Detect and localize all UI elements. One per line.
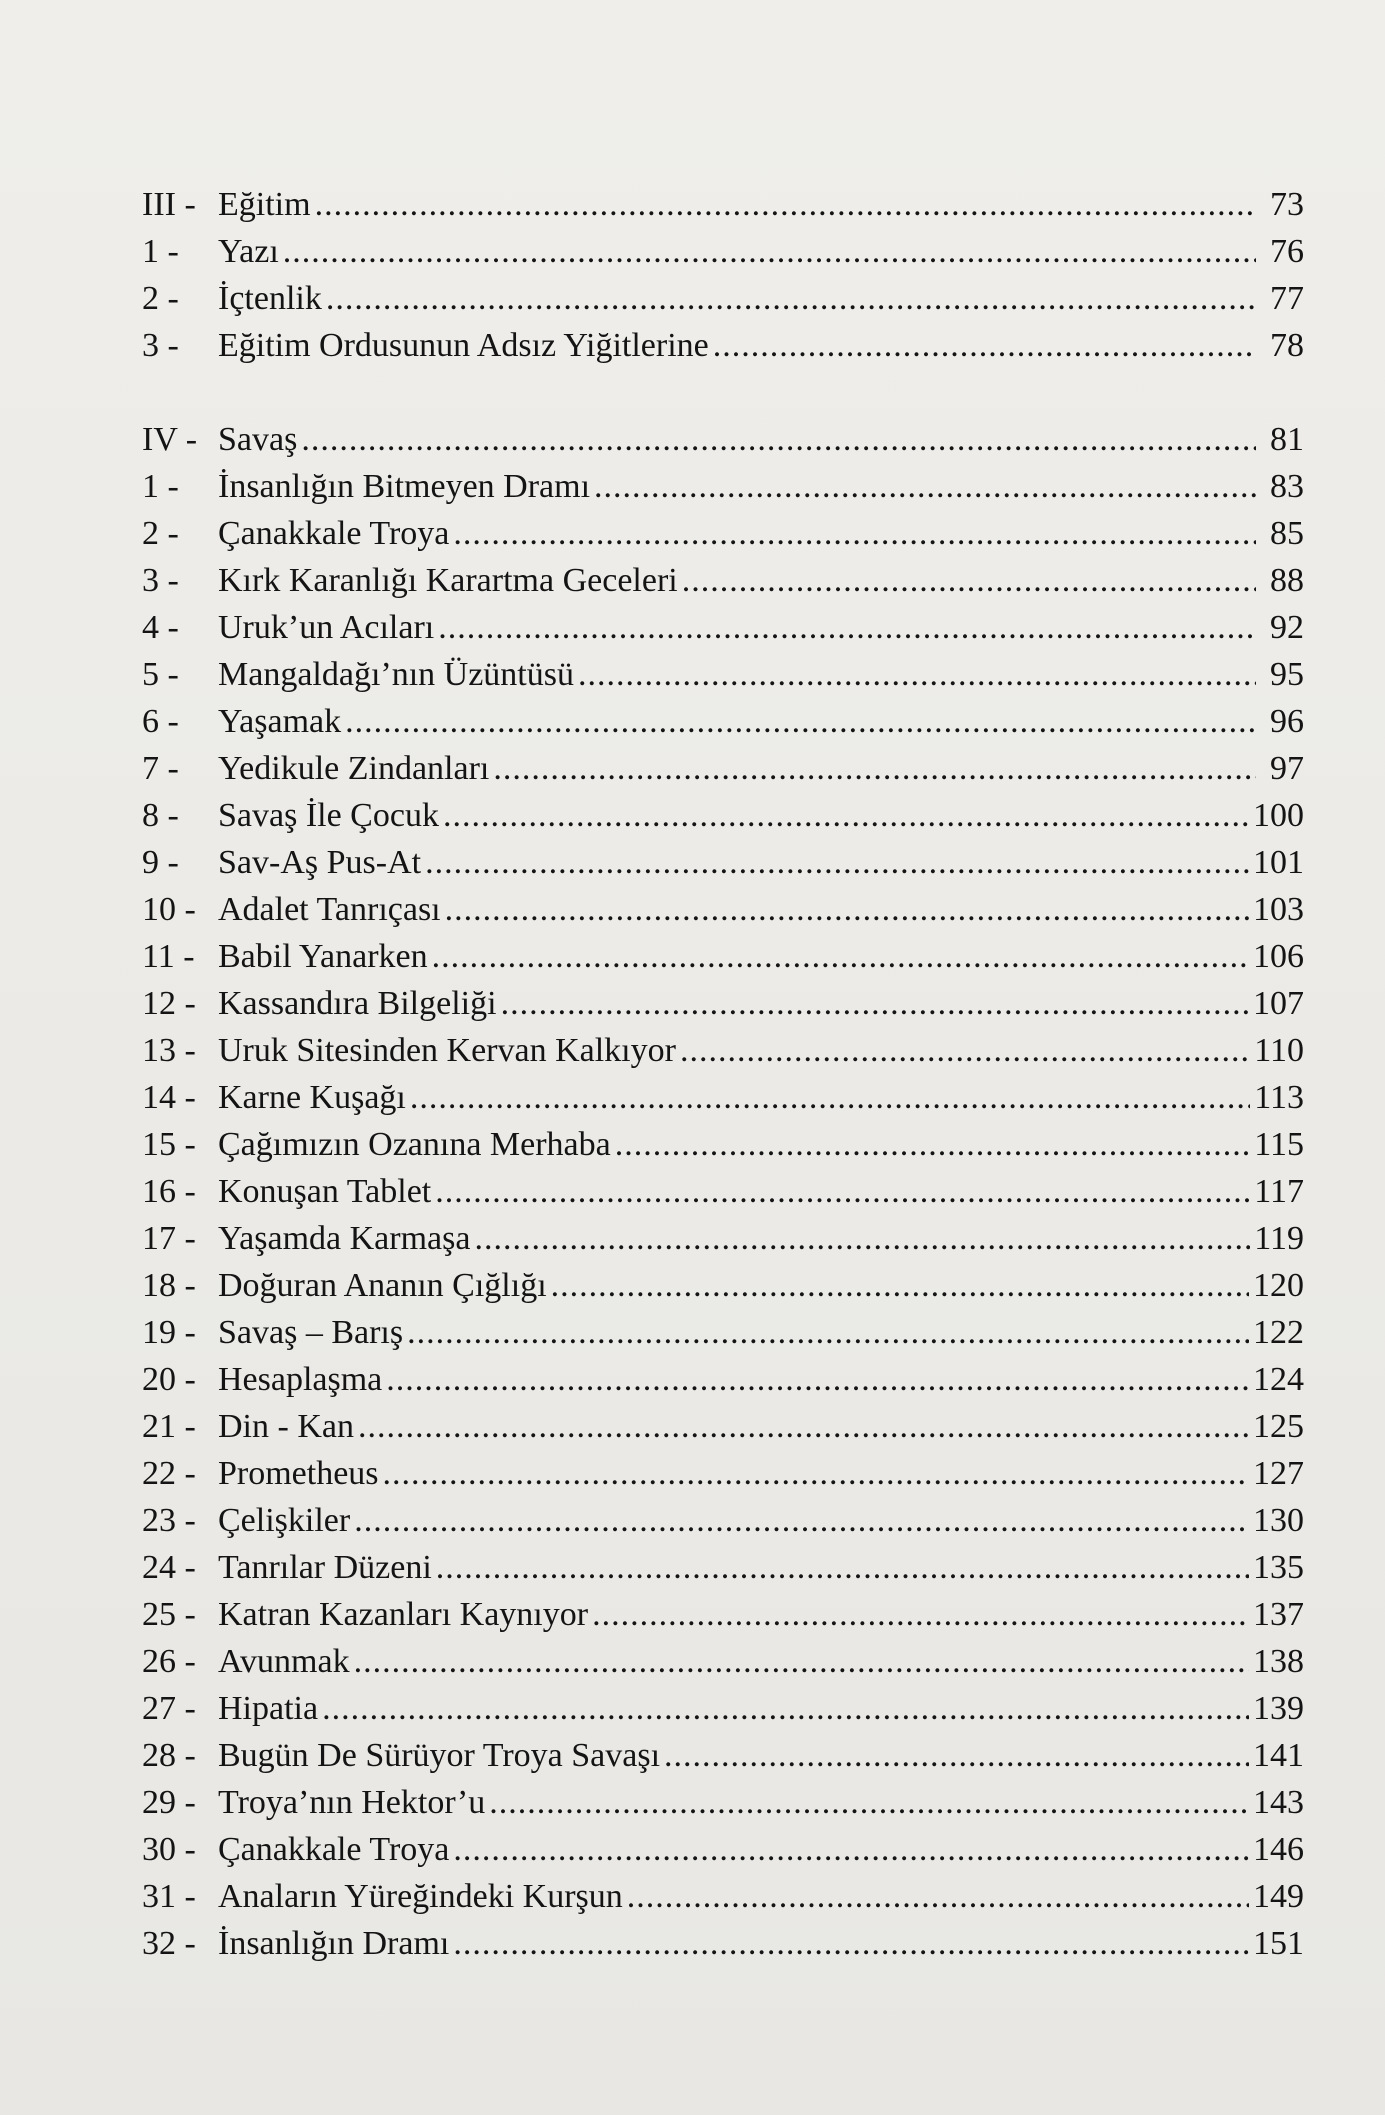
dot-leader: [345, 698, 1256, 745]
toc-entry-title: Yazı: [218, 233, 279, 270]
toc-entry: [142, 839, 1304, 886]
toc-entry-page-number: 110: [1254, 1032, 1304, 1069]
toc-entry: [142, 792, 1304, 839]
toc-entry-page-number: 76: [1270, 233, 1304, 270]
dot-leader: [453, 510, 1256, 557]
toc-entry-number: 3 -: [142, 562, 179, 599]
toc-entry-number: 21 -: [142, 1408, 196, 1445]
dot-leader: [627, 1873, 1249, 1920]
toc-entry-title: Bugün De Sürüyor Troya Savaşı: [218, 1737, 661, 1774]
toc-entry-title: Karne Kuşağı: [218, 1079, 406, 1116]
toc-entry-page-number: 115: [1254, 1126, 1304, 1163]
toc-entry-page-number: 92: [1270, 609, 1304, 646]
toc-entry-title: Yaşamda Karmaşa: [218, 1220, 471, 1257]
toc-entry-title: Avunmak: [218, 1643, 350, 1680]
toc-entry-title: Çanakkale Troya: [218, 1831, 450, 1868]
toc-entry-number: 12 -: [142, 985, 196, 1022]
toc-entry-title: Sav-Aş Pus-At: [218, 844, 422, 881]
toc-entry-title: Çelişkiler: [218, 1502, 351, 1539]
toc-entry-page-number: 125: [1253, 1408, 1304, 1445]
toc-entry: [142, 1638, 1304, 1685]
dot-leader: [432, 933, 1249, 980]
toc-entry: [142, 1450, 1304, 1497]
toc-entry-title: Kırk Karanlığı Karartma Geceleri: [218, 562, 678, 599]
toc-entry-title: İnsanlığın Bitmeyen Dramı: [218, 468, 591, 505]
toc-entry-page-number: 149: [1253, 1878, 1304, 1915]
dot-leader: [438, 604, 1256, 651]
toc-entry: [142, 1168, 1304, 1215]
toc-entry-page-number: 130: [1253, 1502, 1304, 1539]
toc-entry-page-number: 113: [1254, 1079, 1304, 1116]
toc-entry-number: 23 -: [142, 1502, 196, 1539]
toc-entry: [142, 1779, 1304, 1826]
toc-entry: [142, 698, 1304, 745]
toc-entry-page-number: 119: [1254, 1220, 1304, 1257]
toc-entry-page-number: 138: [1253, 1643, 1304, 1680]
toc-entry: [142, 1591, 1304, 1638]
toc-entry: [142, 1497, 1304, 1544]
toc-entry-page-number: 83: [1270, 468, 1304, 505]
toc-entry-number: 10 -: [142, 891, 196, 928]
toc-entry-number: 15 -: [142, 1126, 196, 1163]
dot-leader: [474, 1215, 1250, 1262]
toc-entry-title: Adalet Tanrıçası: [218, 891, 441, 928]
toc-entry-title: Din - Kan: [218, 1408, 354, 1445]
toc-entry-title: Savaş – Barış: [218, 1314, 404, 1351]
toc-entry-number: 9 -: [142, 844, 179, 881]
toc-entry: [142, 1732, 1304, 1779]
toc-entry: [142, 604, 1304, 651]
toc-entry: [142, 980, 1304, 1027]
dot-leader: [680, 1027, 1250, 1074]
toc-entry-title: İçtenlik: [218, 280, 322, 317]
toc-entry-number: 31 -: [142, 1878, 196, 1915]
toc-entry-page-number: 95: [1270, 656, 1304, 693]
toc-entry: [142, 1215, 1304, 1262]
toc-entry: [142, 1544, 1304, 1591]
toc-entry-number: 1 -: [142, 233, 179, 270]
toc-entry-number: 3 -: [142, 327, 179, 364]
toc-entry-number: 17 -: [142, 1220, 196, 1257]
toc-entry-number: 24 -: [142, 1549, 196, 1586]
toc-entry-title: Çanakkale Troya: [218, 515, 450, 552]
toc-entry: [142, 1121, 1304, 1168]
toc-entry-page-number: 124: [1253, 1361, 1304, 1398]
dot-leader: [326, 275, 1256, 322]
dot-leader: [354, 1497, 1249, 1544]
toc-entry-page-number: 100: [1253, 797, 1304, 834]
toc-entry-number: 29 -: [142, 1784, 196, 1821]
toc-entry-number: 26 -: [142, 1643, 196, 1680]
toc-entry-title: Yaşamak: [218, 703, 342, 740]
toc-entry-title: Savaş: [218, 421, 298, 458]
dot-leader: [443, 792, 1249, 839]
toc-section: [142, 416, 1304, 1967]
toc-entry-number: 22 -: [142, 1455, 196, 1492]
toc-entry-page-number: 143: [1253, 1784, 1304, 1821]
toc-entry: [142, 510, 1304, 557]
dot-leader: [453, 1826, 1249, 1873]
toc-entry-page-number: 137: [1253, 1596, 1304, 1633]
table-of-contents: [142, 181, 1304, 1967]
toc-entry: [142, 886, 1304, 933]
toc-entry-number: 5 -: [142, 656, 179, 693]
dot-leader: [489, 1779, 1249, 1826]
toc-entry: [142, 1873, 1304, 1920]
dot-leader: [594, 463, 1256, 510]
dot-leader: [354, 1638, 1249, 1685]
toc-section: [142, 181, 1304, 369]
toc-entry-page-number: 97: [1270, 750, 1304, 787]
toc-entry-number: 20 -: [142, 1361, 196, 1398]
dot-leader: [592, 1591, 1249, 1638]
toc-entry-page-number: 135: [1253, 1549, 1304, 1586]
toc-entry-title: Yedikule Zindanları: [218, 750, 490, 787]
toc-entry: [142, 275, 1304, 322]
toc-entry-title: Tanrılar Düzeni: [218, 1549, 432, 1586]
toc-entry-page-number: 73: [1270, 186, 1304, 223]
toc-entry-number: 14 -: [142, 1079, 196, 1116]
toc-entry-page-number: 151: [1253, 1925, 1304, 1962]
toc-entry: [142, 463, 1304, 510]
toc-entry: [142, 322, 1304, 369]
toc-entry-number: 18 -: [142, 1267, 196, 1304]
toc-entry-number: IV -: [142, 421, 198, 458]
toc-entry-number: 7 -: [142, 750, 179, 787]
dot-leader: [435, 1168, 1250, 1215]
toc-entry-page-number: 127: [1253, 1455, 1304, 1492]
toc-entry: [142, 1826, 1304, 1873]
toc-entry-title: Prometheus: [218, 1455, 379, 1492]
toc-entry-title: Doğuran Ananın Çığlığı: [218, 1267, 547, 1304]
toc-entry-number: 8 -: [142, 797, 179, 834]
dot-leader: [682, 557, 1256, 604]
toc-entry-page-number: 107: [1253, 985, 1304, 1022]
toc-entry: [142, 557, 1304, 604]
toc-entry-number: 25 -: [142, 1596, 196, 1633]
dot-leader: [713, 322, 1256, 369]
toc-entry-title: Hesaplaşma: [218, 1361, 383, 1398]
dot-leader: [322, 1685, 1249, 1732]
dot-leader: [615, 1121, 1251, 1168]
toc-entry-title: Kassandıra Bilgeliği: [218, 985, 497, 1022]
toc-entry-title: Çağımızın Ozanına Merhaba: [218, 1126, 611, 1163]
dot-leader: [501, 980, 1249, 1027]
toc-entry: [142, 1074, 1304, 1121]
toc-entry: [142, 1920, 1304, 1967]
toc-entry: [142, 1403, 1304, 1450]
toc-entry-title: Babil Yanarken: [218, 938, 428, 975]
toc-entry-title: Anaların Yüreğindeki Kurşun: [218, 1878, 623, 1915]
toc-entry-page-number: 106: [1253, 938, 1304, 975]
dot-leader: [425, 839, 1249, 886]
dot-leader: [436, 1544, 1249, 1591]
toc-entry-number: 1 -: [142, 468, 179, 505]
toc-entry-page-number: 120: [1253, 1267, 1304, 1304]
toc-entry-page-number: 78: [1270, 327, 1304, 364]
toc-entry-page-number: 88: [1270, 562, 1304, 599]
toc-entry-title: Eğitim: [218, 186, 311, 223]
toc-entry: [142, 651, 1304, 698]
toc-entry-page-number: 101: [1253, 844, 1304, 881]
toc-entry-number: 2 -: [142, 515, 179, 552]
dot-leader: [578, 651, 1256, 698]
toc-entry-number: 28 -: [142, 1737, 196, 1774]
toc-entry-page-number: 85: [1270, 515, 1304, 552]
toc-entry-title: Savaş İle Çocuk: [218, 797, 439, 834]
toc-entry-page-number: 139: [1253, 1690, 1304, 1727]
toc-entry: [142, 228, 1304, 275]
toc-entry-title: Eğitim Ordusunun Adsız Yiğitlerine: [218, 327, 709, 364]
toc-entry-page-number: 122: [1253, 1314, 1304, 1351]
dot-leader: [386, 1356, 1249, 1403]
toc-entry-page-number: 141: [1253, 1737, 1304, 1774]
toc-entry-number: 6 -: [142, 703, 179, 740]
toc-entry: [142, 1262, 1304, 1309]
toc-entry-number: 27 -: [142, 1690, 196, 1727]
toc-entry-number: 2 -: [142, 280, 179, 317]
toc-entry-title: Uruk’un Acıları: [218, 609, 435, 646]
dot-leader: [301, 416, 1256, 463]
dot-leader: [283, 228, 1256, 275]
dot-leader: [445, 886, 1249, 933]
toc-entry-page-number: 117: [1254, 1173, 1304, 1210]
dot-leader: [453, 1920, 1249, 1967]
toc-entry-title: Troya’nın Hektor’u: [218, 1784, 486, 1821]
toc-entry: [142, 1685, 1304, 1732]
toc-entry-title: Mangaldağı’nın Üzüntüsü: [218, 656, 574, 693]
toc-entry-number: 30 -: [142, 1831, 196, 1868]
toc-entry-page-number: 77: [1270, 280, 1304, 317]
toc-entry-number: 13 -: [142, 1032, 196, 1069]
dot-leader: [315, 181, 1256, 228]
toc-entry-page-number: 146: [1253, 1831, 1304, 1868]
dot-leader: [551, 1262, 1249, 1309]
toc-entry: [142, 933, 1304, 980]
toc-entry: [142, 416, 1304, 463]
toc-entry-title: İnsanlığın Dramı: [218, 1925, 450, 1962]
toc-entry-title: Katran Kazanları Kaynıyor: [218, 1596, 589, 1633]
dot-leader: [358, 1403, 1249, 1450]
toc-entry: [142, 181, 1304, 228]
toc-entry-number: 16 -: [142, 1173, 196, 1210]
dot-leader: [410, 1074, 1250, 1121]
toc-entry: [142, 1356, 1304, 1403]
toc-entry-title: Konuşan Tablet: [218, 1173, 432, 1210]
dot-leader: [493, 745, 1256, 792]
toc-entry-title: Uruk Sitesinden Kervan Kalkıyor: [218, 1032, 676, 1069]
toc-entry-page-number: 81: [1270, 421, 1304, 458]
toc-entry-page-number: 103: [1253, 891, 1304, 928]
toc-entry: [142, 1309, 1304, 1356]
toc-entry-title: Hipatia: [218, 1690, 319, 1727]
dot-leader: [383, 1450, 1249, 1497]
toc-entry: [142, 745, 1304, 792]
toc-entry-number: 32 -: [142, 1925, 196, 1962]
toc-entry-number: 4 -: [142, 609, 179, 646]
toc-entry-number: 11 -: [142, 938, 195, 975]
toc-entry-number: III -: [142, 186, 196, 223]
toc-entry-number: 19 -: [142, 1314, 196, 1351]
toc-entry: [142, 1027, 1304, 1074]
dot-leader: [664, 1732, 1249, 1779]
toc-entry-page-number: 96: [1270, 703, 1304, 740]
dot-leader: [407, 1309, 1249, 1356]
